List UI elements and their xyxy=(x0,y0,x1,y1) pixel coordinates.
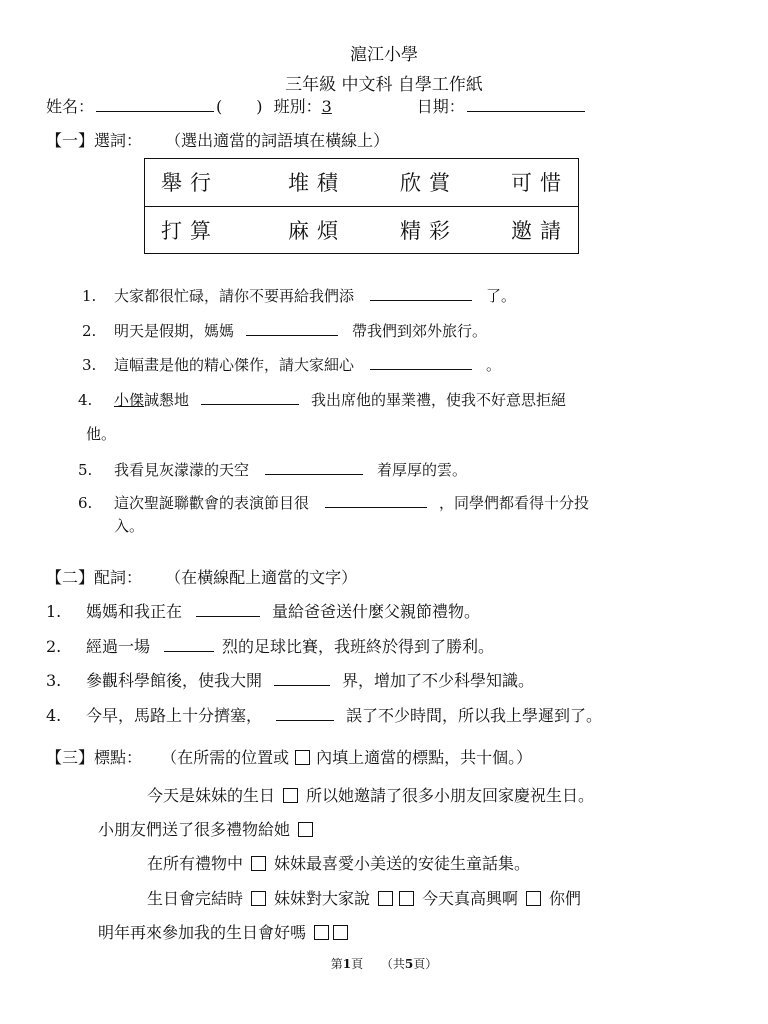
class-value[interactable]: 3 xyxy=(321,97,332,116)
s2-question-4: 4. 今早，馬路上十分擠塞， 誤了不少時間，所以我上學遲到了。 xyxy=(46,706,603,725)
s2-question-3: 3. 參觀科學館後，使我大開 界，增加了不少科學知識。 xyxy=(46,671,535,690)
page-footer: 第1頁 （共5頁） xyxy=(330,957,438,971)
word-bank-item: 精彩 xyxy=(400,219,458,243)
answer-blank[interactable] xyxy=(325,506,427,508)
answer-blank[interactable] xyxy=(276,719,334,721)
punctuation-box[interactable] xyxy=(526,891,541,906)
paren-open: ( xyxy=(216,97,223,116)
punctuation-box[interactable] xyxy=(251,856,266,871)
name-blank[interactable] xyxy=(96,110,214,112)
answer-blank[interactable] xyxy=(164,650,214,652)
word-bank-item: 舉行 xyxy=(161,171,219,195)
example-box xyxy=(295,750,310,765)
word-bank-divider xyxy=(145,206,578,207)
s1-question-5: 5. 我看見灰濛濛的天空 着厚厚的雲。 xyxy=(78,461,468,479)
page-number: 1 xyxy=(342,957,352,971)
s1-question-3: 3. 這幅畫是他的精心傑作，請大家細心 。 xyxy=(82,356,502,374)
student-info-row xyxy=(46,94,587,117)
punctuation-box[interactable] xyxy=(251,891,266,906)
class-label: 班別： xyxy=(273,97,322,116)
s3-line-4: 生日會完結時 妹妹對大家說 今天真高興啊 你們 xyxy=(147,889,582,908)
s2-question-1: 1. 媽媽和我正在 量給爸爸送什麼父親節禮物。 xyxy=(46,602,481,621)
date-blank[interactable] xyxy=(467,110,585,112)
s3-line-2: 小朋友們送了很多禮物給她 xyxy=(98,817,321,840)
answer-blank[interactable] xyxy=(274,684,330,686)
word-bank-item: 邀請 xyxy=(511,219,569,243)
answer-blank[interactable] xyxy=(246,334,338,336)
s1-question-4: 4. 小傑誠懇地 我出席他的畢業禮，使我不好意思拒絕 xyxy=(78,391,567,409)
punctuation-box[interactable] xyxy=(298,822,313,837)
section3-heading: 【三】標點： xyxy=(46,748,143,767)
s1-question-2: 2. 明天是假期，媽媽 帶我們到郊外旅行。 xyxy=(82,322,488,340)
s1-question-4-continued: 他。 xyxy=(86,425,117,443)
worksheet-subtitle: 三年級 中文科 自學工作紙 xyxy=(285,75,483,95)
answer-blank[interactable] xyxy=(201,403,299,405)
s3-line-3: 在所有禮物中 妹妹最喜愛小美送的安徒生童話集。 xyxy=(147,854,531,873)
word-bank-item: 打算 xyxy=(161,219,219,243)
person-name: 小傑 xyxy=(114,391,145,409)
school-title: 滬江小學 xyxy=(350,45,418,65)
punctuation-box[interactable] xyxy=(283,788,298,803)
punctuation-box[interactable] xyxy=(333,925,348,940)
s2-question-2: 2. 經過一場 烈的足球比賽，我班終於得到了勝利。 xyxy=(46,637,495,656)
section1-heading-row xyxy=(46,128,389,151)
total-pages: 5 xyxy=(404,957,414,971)
s1-question-6-continued: 入。 xyxy=(114,517,145,535)
s1-question-6: 6. 這次聖誕聯歡會的表演節目很 ，同學們都看得十分投 xyxy=(78,494,590,512)
punctuation-box[interactable] xyxy=(378,891,393,906)
section1-heading: 【一】選詞： xyxy=(46,131,143,150)
s3-line-5: 明年再來參加我的生日會好嗎 xyxy=(98,920,356,943)
word-bank xyxy=(144,158,579,254)
paren-close: ) xyxy=(256,97,263,116)
s1-question-1: 1. 大家都很忙碌，請你不要再給我們添 了。 xyxy=(82,287,517,305)
section2-instruction: （在橫線配上適當的文字） xyxy=(165,568,358,587)
answer-blank[interactable] xyxy=(370,368,472,370)
answer-blank[interactable] xyxy=(370,299,472,301)
word-bank-item: 欣賞 xyxy=(400,171,458,195)
section2-heading: 【二】配詞： xyxy=(46,568,143,587)
section2-heading-row xyxy=(46,565,357,588)
word-bank-item: 麻煩 xyxy=(288,219,346,243)
word-bank-item: 可惜 xyxy=(511,171,569,195)
answer-blank[interactable] xyxy=(196,615,260,617)
punctuation-box[interactable] xyxy=(314,925,329,940)
name-label: 姓名： xyxy=(46,97,95,116)
answer-blank[interactable] xyxy=(265,473,363,475)
section3-heading-row: 【三】標點： （在所需的位置或 內填上適當的標點，共十個。） xyxy=(46,748,533,767)
word-bank-item: 堆積 xyxy=(288,171,346,195)
section3-instruction: （在所需的位置或 xyxy=(161,748,290,767)
punctuation-box[interactable] xyxy=(399,891,414,906)
section1-instruction: （選出適當的詞語填在橫線上） xyxy=(165,131,390,150)
date-label: 日期： xyxy=(416,97,465,116)
s3-line-1: 今天是妹妹的生日 所以她邀請了很多小朋友回家慶祝生日。 xyxy=(147,786,595,805)
